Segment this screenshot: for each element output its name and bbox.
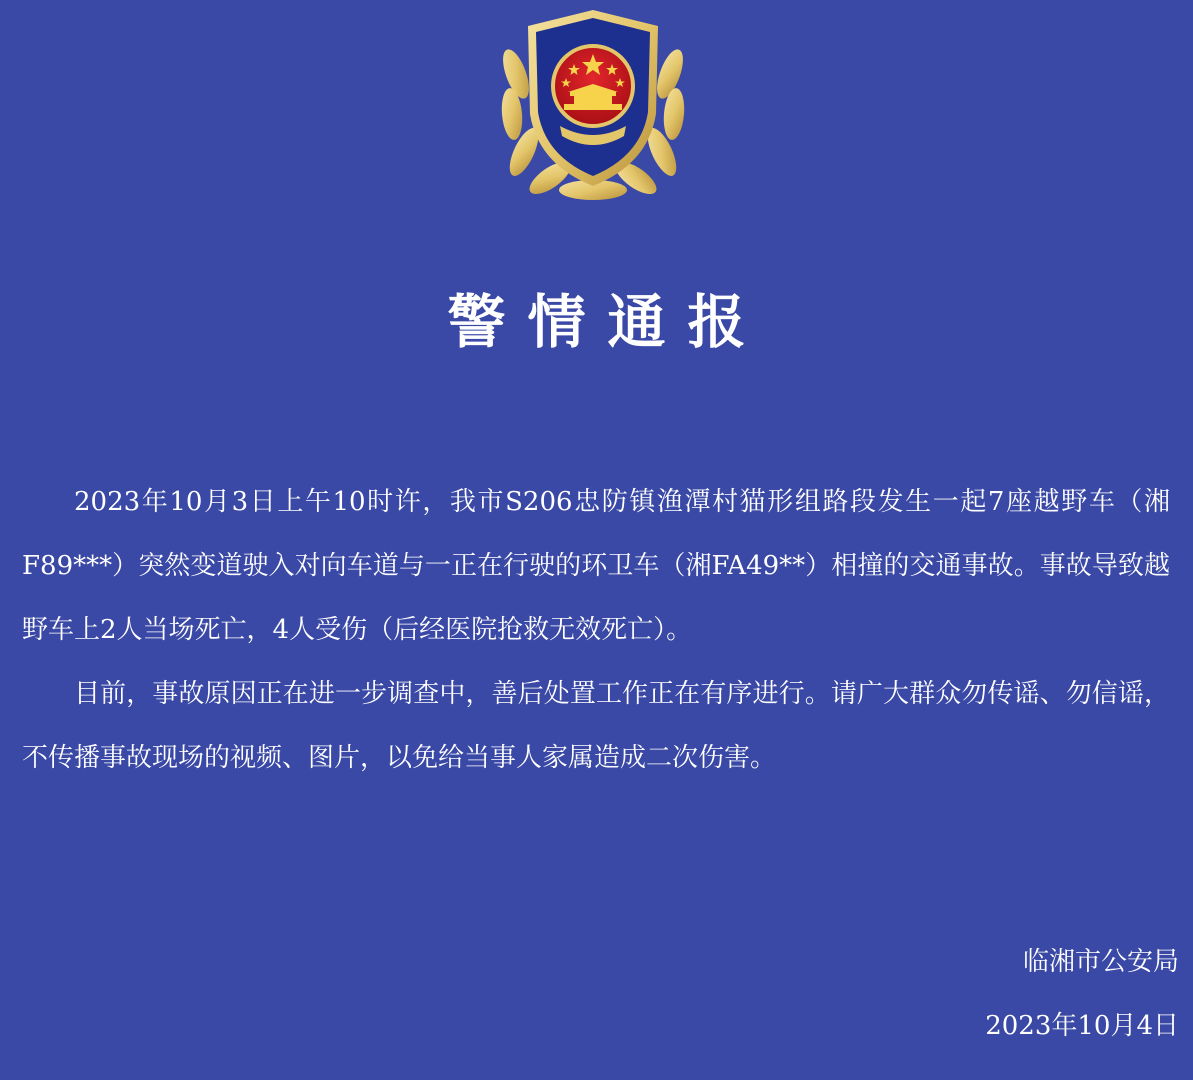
notice-body bbox=[22, 470, 1170, 790]
notice-paragraph-1: 2023年10月3日上午10时许，我市S206忠防镇渔潭村猫形组路段发生一起7座越野车（湘F89***）突然变道驶入对向车道与一正在行驶的环卫车（湘FA49**）相撞的交通事故。事故导致越野车上2人当场死亡，4人受伤（后经医院抢救无效死亡）。 bbox=[22, 487, 1170, 645]
notice-paragraph-2: 目前，事故原因正在进一步调查中，善后处置工作正在有序进行。请广大群众勿传谣、勿信谣，不传播事故现场的视频、图片，以免给当事人家属造成二次伤害。 bbox=[22, 679, 1170, 773]
notice-title: 警情通报 bbox=[447, 288, 768, 356]
issuer-name: 临湘市公安局 bbox=[1022, 947, 1179, 977]
issue-date: 2023年10月4日 bbox=[985, 1011, 1179, 1041]
notice-signoff bbox=[985, 940, 1179, 1048]
police-badge-icon bbox=[498, 4, 688, 200]
police-emblem bbox=[498, 4, 688, 200]
